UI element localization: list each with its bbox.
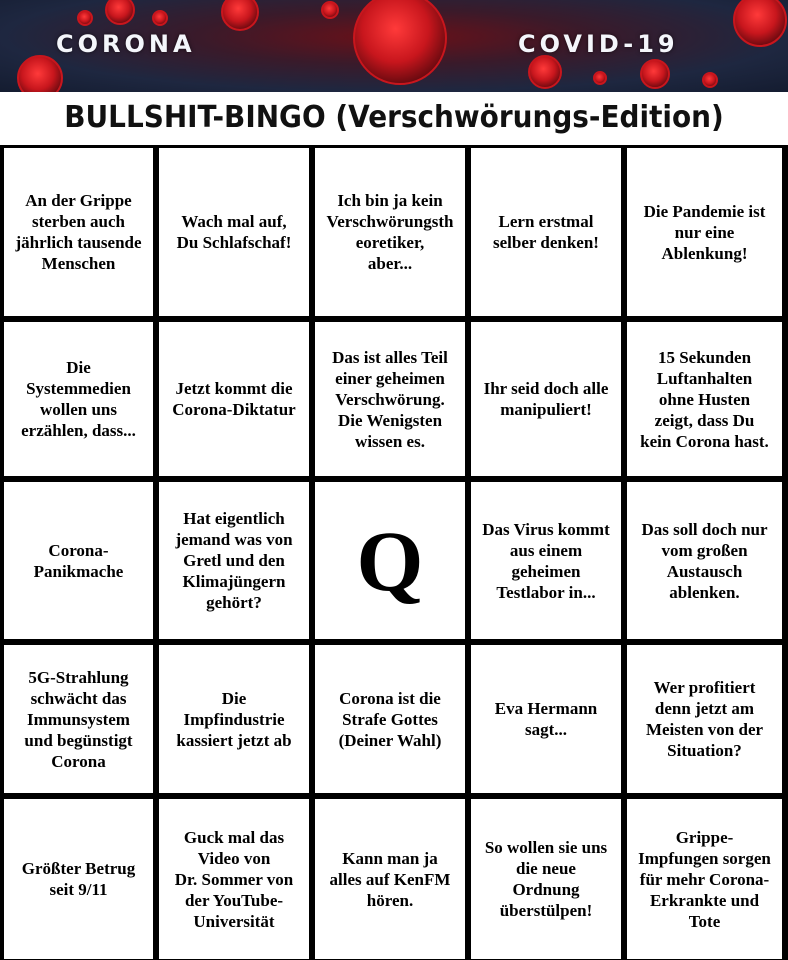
bingo-cell: Die Impfindustrie kassiert jetzt ab — [159, 645, 309, 793]
bingo-cell: Das Virus kommt aus einem geheimen Testlabor in... — [471, 482, 621, 639]
bingo-cell: Corona ist die Strafe Gottes (Deiner Wahl) — [315, 645, 465, 793]
corona-banner — [0, 0, 788, 92]
bingo-cell: Das ist alles Teil einer geheimen Verschwörung. Die Wenigsten wissen es. — [315, 322, 465, 476]
banner-covid-text: COVID-19 — [518, 30, 679, 58]
bingo-cell: Wer profitiert denn jetzt am Meisten von der Situation? — [627, 645, 782, 793]
bingo-cell: So wollen sie uns die neue Ordnung überstülpen! — [471, 799, 621, 959]
bingo-cell: Ich bin ja kein Verschwörungsth eoretiker, aber... — [315, 148, 465, 316]
bingo-cell: Wach mal auf, Du Schlafschaf! — [159, 148, 309, 316]
banner-corona-text: CORONA — [56, 30, 196, 58]
bingo-cell: Lern erstmal selber denken! — [471, 148, 621, 316]
bingo-cell: Größter Betrug seit 9/11 — [4, 799, 153, 959]
bingo-cell: Ihr seid doch alle manipuliert! — [471, 322, 621, 476]
page-title: BULLSHIT-BINGO (Verschwörungs-Edition) — [64, 100, 724, 135]
bingo-cell: Guck mal das Video von Dr. Sommer von der YouTube- Universität — [159, 799, 309, 959]
bingo-grid — [0, 145, 788, 960]
bingo-cell: Hat eigentlich jemand was von Gretl und den Klimajüngern gehört? — [159, 482, 309, 639]
bingo-cell: Eva Hermann sagt... — [471, 645, 621, 793]
bingo-cell: An der Grippe sterben auch jährlich tausende Menschen — [4, 148, 153, 316]
bingo-cell: Die Systemmedien wollen uns erzählen, dass... — [4, 322, 153, 476]
bingo-cell: Grippe- Impfungen sorgen für mehr Corona- Erkrankte und Tote — [627, 799, 782, 959]
bingo-cell: Das soll doch nur vom großen Austausch ablenken. — [627, 482, 782, 639]
bingo-cell: Jetzt kommt die Corona-Diktatur — [159, 322, 309, 476]
bingo-cell: 5G-Strahlung schwächt das Immunsystem und begünstigt Corona — [4, 645, 153, 793]
bingo-free-cell-q: Q — [315, 482, 465, 639]
bingo-cell: Corona- Panikmache — [4, 482, 153, 639]
bingo-cell: 15 Sekunden Luftanhalten ohne Husten zeigt, dass Du kein Corona hast. — [627, 322, 782, 476]
bingo-cell: Die Pandemie ist nur eine Ablenkung! — [627, 148, 782, 316]
bingo-cell: Kann man ja alles auf KenFM hören. — [315, 799, 465, 959]
